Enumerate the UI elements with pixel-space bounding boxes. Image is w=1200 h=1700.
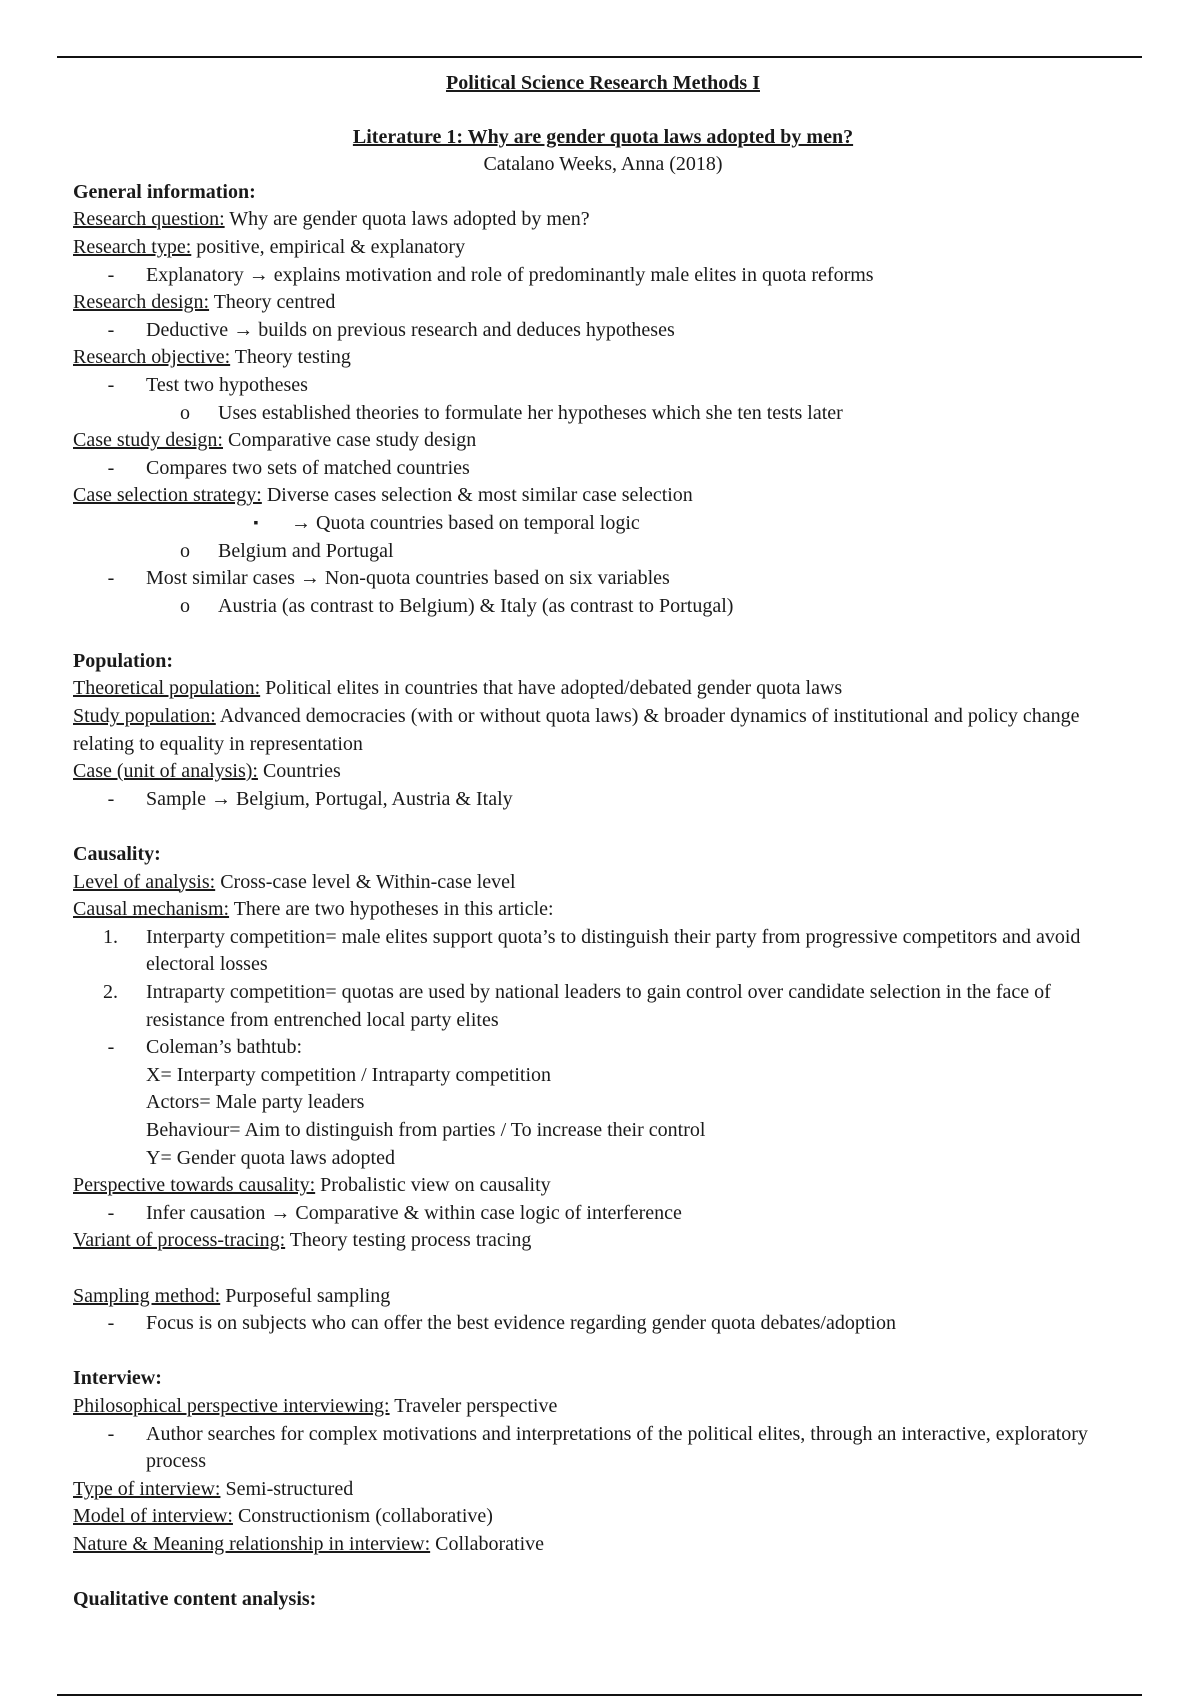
bullet-focus-subjects: - Focus is on subjects who can offer the best evidence regarding gender quota debates/adoption bbox=[73, 1310, 1133, 1338]
field-process-tracing: Variant of process-tracing: Theory testing process tracing bbox=[73, 1229, 532, 1252]
numbered-item-1: 1. Interparty competition= male elites support quota’s to distinguish their party from progressive competitors and avoid electoral losses bbox=[103, 925, 1081, 976]
numbered-item-2: 2. Intraparty competition= quotas are used by national leaders to gain control over candidate selection in the face of resistance from entrenched local party elites bbox=[103, 981, 1051, 1031]
dash-marker: - bbox=[107, 1201, 115, 1224]
field-type-of-interview: Type of interview: Semi-structured bbox=[73, 1477, 354, 1500]
section-population: Population: bbox=[73, 649, 174, 672]
bottom-rule bbox=[57, 1694, 1142, 1696]
subbullet-established-theories: o Uses established theories to formulate her hypotheses which she ten tests later bbox=[73, 400, 1133, 428]
dash-marker: - bbox=[107, 567, 115, 590]
dash-marker: - bbox=[107, 456, 115, 479]
bullet-test-hypotheses: - Test two hypotheses bbox=[73, 372, 1133, 400]
literature-title: Literature 1: Why are gender quota laws adopted by men? bbox=[352, 125, 854, 148]
dash-marker: - bbox=[107, 1422, 115, 1445]
field-level-of-analysis: Level of analysis: Cross-case level & Within-case level bbox=[73, 870, 516, 893]
bullet-compares-countries: - Compares two sets of matched countries bbox=[73, 455, 1133, 483]
section-interview: Interview: bbox=[73, 1367, 162, 1390]
bathtub-y: Y= Gender quota laws adopted bbox=[146, 1146, 395, 1169]
section-general-information: General information: bbox=[73, 180, 256, 203]
dash-marker: - bbox=[107, 1312, 115, 1335]
field-philosophical-perspective: Philosophical perspective interviewing: Traveler perspective bbox=[73, 1394, 558, 1417]
section-causality: Causality: bbox=[73, 843, 161, 866]
bathtub-behaviour: Behaviour= Aim to distinguish from parties / To increase their control bbox=[146, 1118, 706, 1141]
bullet-sample: - Sample → Belgium, Portugal, Austria & Italy bbox=[73, 786, 1133, 814]
dash-marker: - bbox=[107, 263, 115, 286]
top-rule bbox=[57, 56, 1142, 58]
dash-marker: - bbox=[107, 318, 115, 341]
square-marker: ▪ bbox=[253, 515, 259, 531]
bullet-most-similar-cases: - Most similar cases → Non-quota countries based on six variables bbox=[73, 565, 1133, 593]
bullet-author-searches: - Author searches for complex motivations and interpretations of the political elites, through an interactive, exploratory process bbox=[73, 1421, 1133, 1476]
field-case-study-design: Case study design: Comparative case study design bbox=[73, 429, 477, 452]
bullet-colemans-bathtub: - Coleman’s bathtub: bbox=[73, 1034, 1133, 1062]
field-nature-meaning: Nature & Meaning relationship in interview: Collaborative bbox=[73, 1532, 544, 1555]
bathtub-actors: Actors= Male party leaders bbox=[146, 1091, 365, 1114]
field-research-objective: Research objective: Theory testing bbox=[73, 346, 351, 369]
bathtub-x: X= Interparty competition / Intraparty competition bbox=[146, 1063, 552, 1086]
bullet-deductive: - Deductive → builds on previous research and deduces hypotheses bbox=[73, 317, 1133, 345]
subbullet-belgium-portugal: o Belgium and Portugal bbox=[73, 538, 1133, 566]
field-model-of-interview: Model of interview: Constructionism (collaborative) bbox=[73, 1505, 493, 1528]
dash-marker: - bbox=[107, 1036, 115, 1059]
bullet-infer-causation: - Infer causation → Comparative & within case logic of interference bbox=[73, 1200, 1133, 1228]
subsubbullet-quota-countries: ▪ → Quota countries based on temporal logic bbox=[73, 510, 1133, 538]
dash-marker: - bbox=[107, 373, 115, 396]
circle-marker: o bbox=[180, 594, 190, 617]
field-sampling-method: Sampling method: Purposeful sampling bbox=[73, 1284, 391, 1307]
field-research-question: Research question: Why are gender quota laws adopted by men? bbox=[73, 208, 590, 231]
author-line: Catalano Weeks, Anna (2018) bbox=[483, 153, 723, 176]
field-theoretical-population: Theoretical population: Political elites in countries that have adopted/debated gender quota laws bbox=[73, 677, 843, 700]
field-causal-mechanism: Causal mechanism: There are two hypotheses in this article: bbox=[73, 898, 554, 921]
field-study-population: Study population: Advanced democracies (with or without quota laws) & broader dynamics of institutional and policy change relating to equality in representation bbox=[73, 705, 1080, 755]
dash-marker: - bbox=[107, 787, 115, 810]
field-case-unit: Case (unit of analysis): Countries bbox=[73, 760, 341, 783]
field-case-selection: Case selection strategy: Diverse cases selection & most similar case selection bbox=[73, 484, 693, 507]
document-title: Political Science Research Methods I bbox=[445, 72, 760, 94]
field-perspective-causality: Perspective towards causality: Probalistic view on causality bbox=[73, 1174, 551, 1197]
bullet-explanatory: - Explanatory → explains motivation and role of predominantly male elites in quota reforms bbox=[73, 262, 1133, 290]
section-qualitative-content-analysis: Qualitative content analysis: bbox=[73, 1588, 317, 1611]
field-research-design: Research design: Theory centred bbox=[73, 291, 336, 314]
circle-marker: o bbox=[180, 401, 190, 424]
circle-marker: o bbox=[180, 539, 190, 562]
field-research-type: Research type: positive, empirical & explanatory bbox=[73, 235, 466, 258]
subbullet-austria-italy: o Austria (as contrast to Belgium) & Italy (as contrast to Portugal) bbox=[73, 593, 1133, 621]
document-page bbox=[73, 70, 1133, 1614]
